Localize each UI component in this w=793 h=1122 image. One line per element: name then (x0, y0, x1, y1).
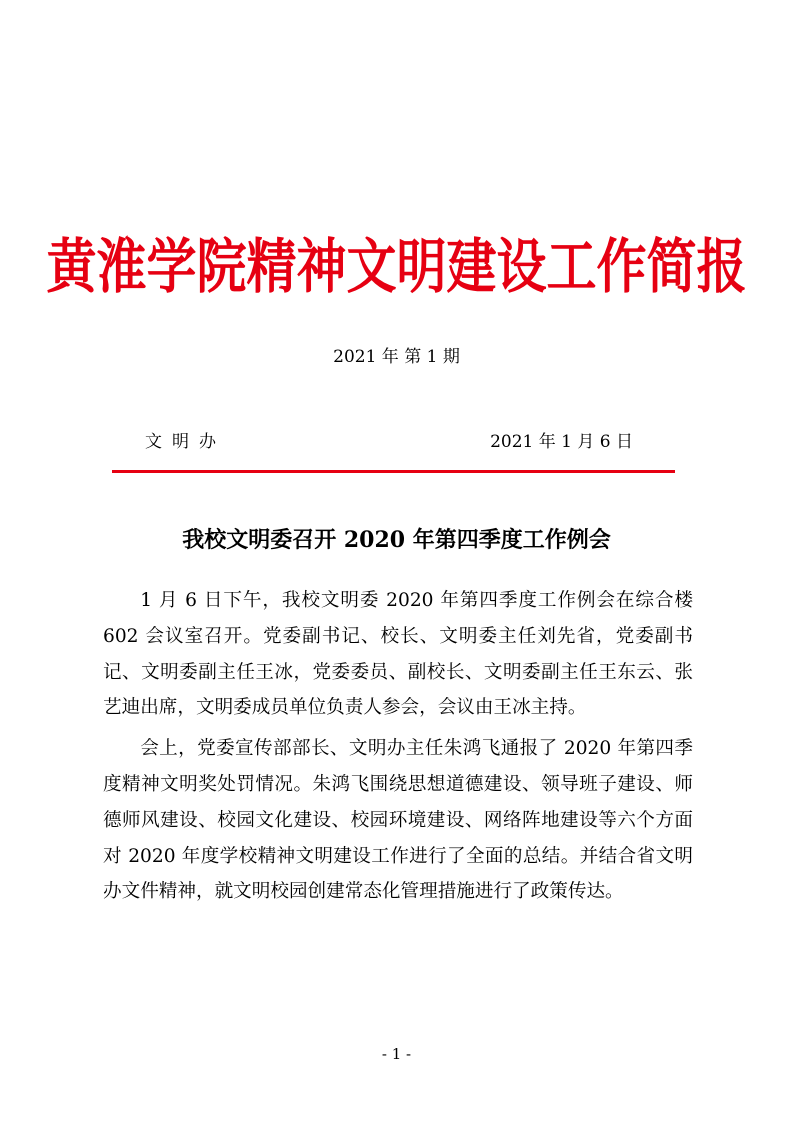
issue-date: 2021 年 1 月 6 日 (490, 432, 633, 452)
article-paragraph: 会上，党委宣传部部长、文明办主任朱鸿飞通报了 2020 年第四季度精神文明奖处罚情况。朱鸿飞围绕思想道德建设、领导班子建设、师德师风建设、校园文化建设、校园环境建设、网络阵地建设等六个方面对 2020 年度学校精神文明建设工作进行了全面的总结。并结合省文明办文件精神，就文明校园创建常态化管理措施进行了政策传达。 (103, 738, 693, 903)
issue-number: 2021 年 第 1 期 (333, 347, 460, 367)
masthead-title: 黄淮学院精神文明建设工作简报 (46, 232, 747, 302)
article-paragraph: 1 月 6 日下午，我校文明委 2020 年第四季度工作例会在综合楼 602 会议室召开。党委副书记、校长、文明委主任刘先省，党委副书记、文明委副主任王冰，党委委员、副校长、文明委副主任王东云、张艺迪出席，文明委成员单位负责人参会，会议由王冰主持。 (103, 590, 693, 719)
red-divider-rule (112, 470, 675, 473)
issuer-office: 文明办 (145, 432, 226, 452)
page-number: - 1 - (381, 1045, 412, 1063)
article-body (103, 583, 693, 915)
article-headline: 我校文明委召开 2020 年第四季度工作例会 (182, 527, 611, 553)
